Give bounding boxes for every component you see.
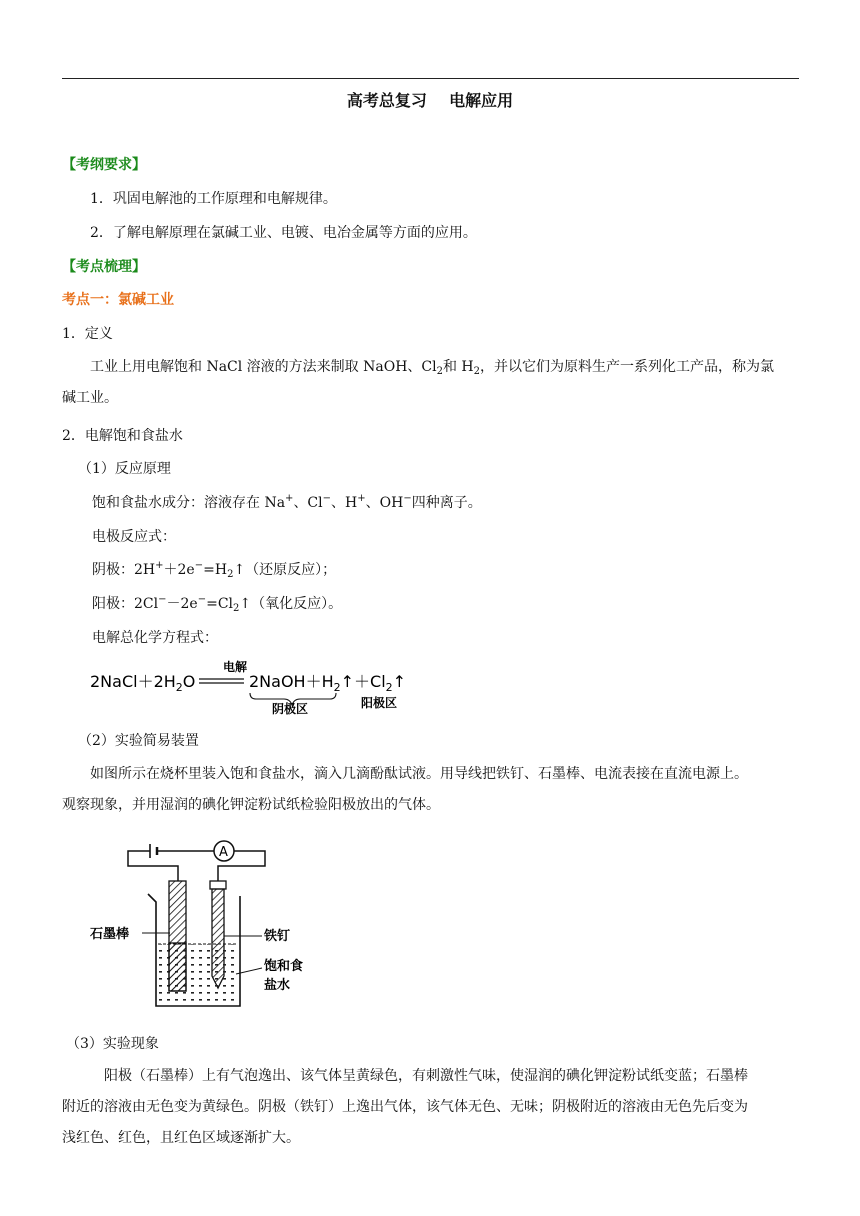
graphite-rod-submerged bbox=[169, 943, 186, 991]
requirement-2: 2．了解电解原理在氯碱工业、电镀、电冶金属等方面的应用。 bbox=[90, 225, 477, 241]
page-title: 高考总复习 电解应用 bbox=[346, 91, 514, 110]
section-key-points: 【考点梳理】 bbox=[62, 259, 146, 275]
definition-text: 工业上用电解饱和 NaCl 溶液的方法来制取 NaOH、$Cl_2$和 $H_2$，并以它们为原料生产一系列化工产品，称为氯 碱工业。 bbox=[62, 359, 775, 406]
reaction-principle-heading: （1）反应原理 bbox=[78, 461, 171, 477]
cathode-zone-label: 阴极区 bbox=[272, 702, 309, 715]
section-exam-requirements: 【考纲要求】 bbox=[62, 157, 146, 173]
cathode-reaction: 阴极：$2H^++2e^-=H_2↑$（还原反应）； bbox=[92, 560, 337, 580]
anode-reaction: 阳极：$2Cl^--2e^-=Cl_2↑$（氧化反应）。 bbox=[92, 594, 343, 614]
total-eq-heading: 电解总化学方程式： bbox=[92, 630, 218, 646]
apparatus-heading: （2）实验简易装置 bbox=[78, 733, 199, 749]
equation-left: $2NaCl+2H_2O$ bbox=[90, 672, 196, 694]
label-nail: 铁钉 bbox=[264, 929, 291, 944]
anode-zone-label: 阳极区 bbox=[361, 696, 398, 710]
brine-heading: 2．电解饱和食盐水 bbox=[62, 428, 183, 444]
label-brine-1: 饱和食 bbox=[264, 959, 304, 974]
electrolysis-equation bbox=[84, 655, 424, 715]
header-rule bbox=[62, 78, 799, 79]
brine-composition: 饱和食盐水成分：溶液存在 Na+、Cl−、H+、OH−四种离子。 bbox=[92, 493, 482, 511]
label-brine-2: 盐水 bbox=[264, 978, 291, 993]
nail-head bbox=[210, 881, 226, 889]
equation-right: $2NaOH+H_2↑+Cl_2↑$ bbox=[249, 672, 407, 694]
label-graphite: 石墨棒 bbox=[90, 927, 130, 942]
equation-condition: 电解 bbox=[223, 660, 248, 674]
electrode-eq-heading: 电极反应式： bbox=[92, 529, 176, 545]
phenomena-heading: （3）实验现象 bbox=[66, 1036, 159, 1052]
ammeter-label: A bbox=[219, 845, 228, 860]
definition-heading: 1．定义 bbox=[62, 326, 113, 342]
wire-left bbox=[128, 851, 178, 881]
apparatus-text: 如图所示在烧杯里装入饱和食盐水，滴入几滴酚酞试液。用导线把铁钉、石墨棒、电流表接在直流电源上。 观察现象，并用湿润的碘化钾淀粉试纸检验阳极放出的气体。 bbox=[62, 766, 748, 813]
phenomena-text: 阳极（石墨棒）上有气泡逸出、该气体呈黄绿色，有刺激性气味，使湿润的碘化钾淀粉试纸变蓝；石墨棒 附近的溶液由无色变为黄绿色。阴极（铁钉）上逸出气体，该气体无色、无味；阴极附近的溶液由无色先后变为 浅红色、红色，且红色区域逐渐扩大。 bbox=[62, 1068, 748, 1146]
apparatus-diagram bbox=[78, 836, 318, 1016]
requirement-1: 1．巩固电解池的工作原理和电解规律。 bbox=[90, 191, 337, 207]
point-1-heading: 考点一：氯碱工业 bbox=[62, 292, 174, 308]
